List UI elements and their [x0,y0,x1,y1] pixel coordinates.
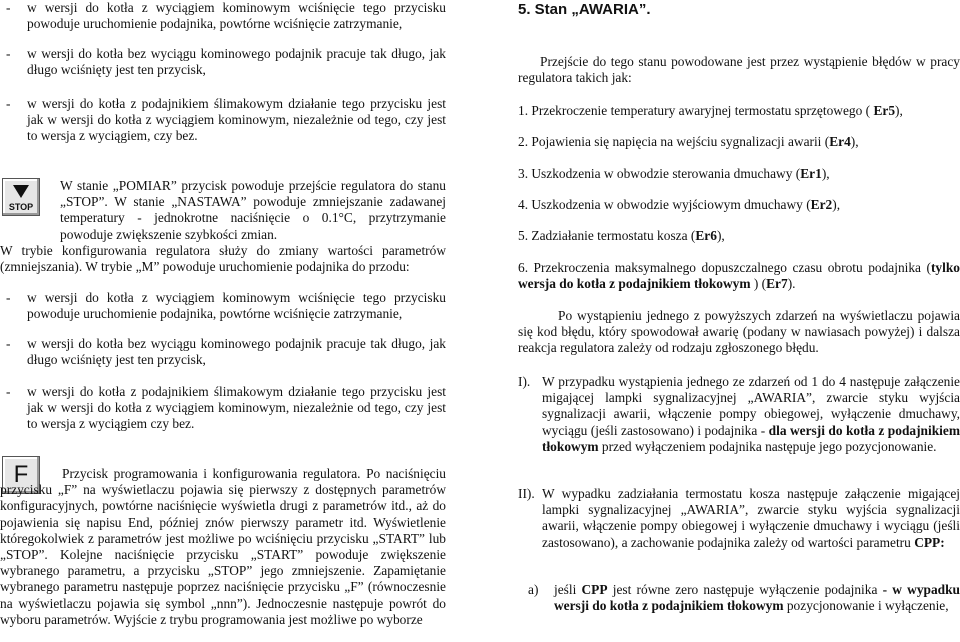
list-item-text: w wersji do kotła bez wyciągu kominowego podajnik pracuje tak długo, jak długo wciśnięty jest ten przycisk, [27,336,446,368]
sub-item-bold: - w wypadku wersji do kotła z podajnikiem tłokowym [554,582,960,614]
sub-item-text: jest równe zero następuje wyłączenie podajnika [607,582,883,597]
error-item-mid: ) ( [753,276,767,292]
list-item [6,336,446,368]
sub-item-text: pozycjonowanie i wyłączenie, [783,598,949,614]
error-item-text: 2. Pojawienia się napięcia na wejściu sygnalizacji awarii ( [518,134,830,149]
error-code: Er6 [695,228,717,243]
sub-item-bold: CPP [581,582,608,597]
error-item [518,197,960,213]
list-item [6,384,446,433]
case-number: I). [518,374,531,389]
error-item-tail: ), [821,166,830,181]
case-text: W przypadku wystąpienia jednego ze zdarzeń od 1 do 4 następuje załączenie migającej lampki sygnalizacyjnej „AWARIA”, zwarcie styku wyjścia sygnalizacji awarii, włączenie pompy obiegowej, wyłączenie dmuchawy, wyciągu (jeśli zastosowano) i podajnika - [542,374,960,438]
config-description: W trybie konfigurowania regulatora służy do zmiany wartości parametrów (zmniejszania). W trybie „M” powoduje uruchomienie podajnika do przodu: [0,243,446,275]
error-item-bold: tylko wersja do kotła z podajnikiem tłokowym [518,260,960,292]
case-text: W wypadku zadziałania termostatu kosza następuje załączenie migającej lampki sygnalizacyjnej „AWARIA”, zwarcie styku wyjścia sygnalizacji awarii, włączenie pompy obiegowej i wyłączenie dmuchawy i wyciągu (jeśli zastosowano), a zachowanie podajnika zależy od wartości parametru [542,486,960,550]
error-item-tail: ), [832,197,841,212]
f-key-label: F [13,461,29,488]
case-number: II). [518,486,535,501]
list-item [6,0,446,32]
error-item-tail: ). [787,276,796,292]
stop-description: W stanie „POMIAR” przycisk powoduje przejście regulatora do stanu „STOP”. W stanie „NASTAWA” powoduje zmniejszanie zadawanej temperatury - jednokrotne naciśnięcie o 0.1°C, przytrzymanie powoduje zwiększenie szybkości zmian. [60,178,446,242]
error-item-text: 1. Przekroczenie temperatury awaryjnej termostatu sprzętowego ( [518,103,874,118]
list-item-text: w wersji do kotła z wyciągiem kominowym wciśnięcie tego przycisku powoduje uruchomienie podajnika, powtórne wciśnięcie zatrzymanie, [27,0,446,32]
error-item [518,134,960,150]
list-dash: - [6,0,11,15]
sub-item-text: jeśli [554,582,582,597]
case-item-2 [518,486,960,551]
after-paragraph: Po wystąpieniu jednego z powyższych zdarzeń na wyświetlaczu pojawia się kod błędu, który spowodował awarię (podany w nawiasach powyżej) i dalsza reakcja regulatora zależy od rodzaju zgłoszonego błędu. [518,308,960,356]
list-item-text: w wersji do kotła z podajnikiem ślimakowym działanie tego przycisku jest jak w wersji do kotła z wyciągiem kominowym, niezależnie od tego, czy jest to wersja z wyciągiem, czy bez. [27,96,446,144]
case-item-1 [518,374,960,455]
error-item [518,103,960,119]
sub-item-a [528,582,960,614]
case-text-bold: CPP: [914,534,945,550]
error-item-text: 5. Zadziałanie termostatu kosza ( [518,228,696,243]
list-dash: - [6,384,11,399]
error-code: Er5 [873,103,896,118]
error-code: Er2 [810,197,833,212]
error-item [518,260,960,292]
list-item [6,96,446,145]
error-item-text: 6. Przekroczenia maksymalnego dopuszczalnego czasu obrotu podajnika ( [518,260,931,275]
section-heading: 5. Stan „AWARIA”. [518,1,651,18]
error-item-tail: ), [895,103,903,118]
stop-key-label: STOP [8,202,34,212]
list-item-text: w wersji do kotła bez wyciągu kominowego podajnik pracuje tak długo, jak długo wciśnięty jest ten przycisk, [27,46,446,78]
error-item [518,228,960,244]
list-item-text: w wersji do kotła z wyciągiem kominowym wciśnięcie tego przycisku powoduje uruchomienie podajnika, powtórne wciśnięcie zatrzymanie, [27,290,446,322]
error-item-text: 3. Uszkodzenia w obwodzie sterowania dmuchawy ( [518,166,801,181]
list-dash: - [6,96,11,111]
list-dash: - [6,336,11,351]
list-item [6,46,446,78]
list-dash: - [6,46,11,61]
error-item [518,166,960,182]
error-item-tail: ), [850,134,859,149]
list-dash: - [6,290,11,305]
error-item-text: 4. Uszkodzenia w obwodzie wyjściowym dmuchawy ( [518,197,811,212]
error-code: Er4 [829,134,851,149]
list-item [6,290,446,322]
sub-item-label: a) [528,582,539,597]
stop-key-icon [2,178,40,216]
triangle-down-icon [13,185,29,198]
case-text-bold: dla wersji do kotła z podajnikiem tłokowym [542,422,960,454]
error-code: Er1 [800,166,822,181]
error-code: Er7 [766,276,788,292]
case-text-tail: przed wyłączeniem podajnika następuje jego pozycjonowanie. [598,438,937,454]
error-item-tail: ), [716,228,725,243]
list-item-text: w wersji do kotła z podajnikiem ślimakowym działanie tego przycisku jest jak w wersji do kotła z wyciągiem kominowym, niezależnie od tego, czy jest to wersja z wyciągiem czy bez. [27,384,446,432]
f-description: Przycisk programowania i konfigurowania regulatora. Po naciśnięciu przycisku „F” na wyświetlaczu pojawia się pierwszy z dostępnych parametrów konfiguracyjnych, powtórne naciśnięcie wyświetla drugi z parametrów itd., aż do pojawienia się napisu End, później znów pierwszy parametr itd. Wyświetlenie któregokolwiek z parametrów jest możliwe po wciśnięciu przycisku „START” lub „STOP”. Kolejne naciśnięcie przycisku „START” powoduje zwiększenie wybranego parametru, a przycisku „STOP” jego zmniejszenie. Zapamiętanie wybranego parametru następuje poprzez naciśnięcie przycisku „F” (równoczesnie na wyświetlaczu pojawia się symbol „nnn”). Jednoczesnie następuje powrót do wyboru parametrów. Wyjście z trybu programowania jest możliwe po wyborze [0,466,446,627]
section-intro: Przejście do tego stanu powodowane jest przez wystąpienie błędów w pracy regulatora takich jak: [518,54,960,86]
